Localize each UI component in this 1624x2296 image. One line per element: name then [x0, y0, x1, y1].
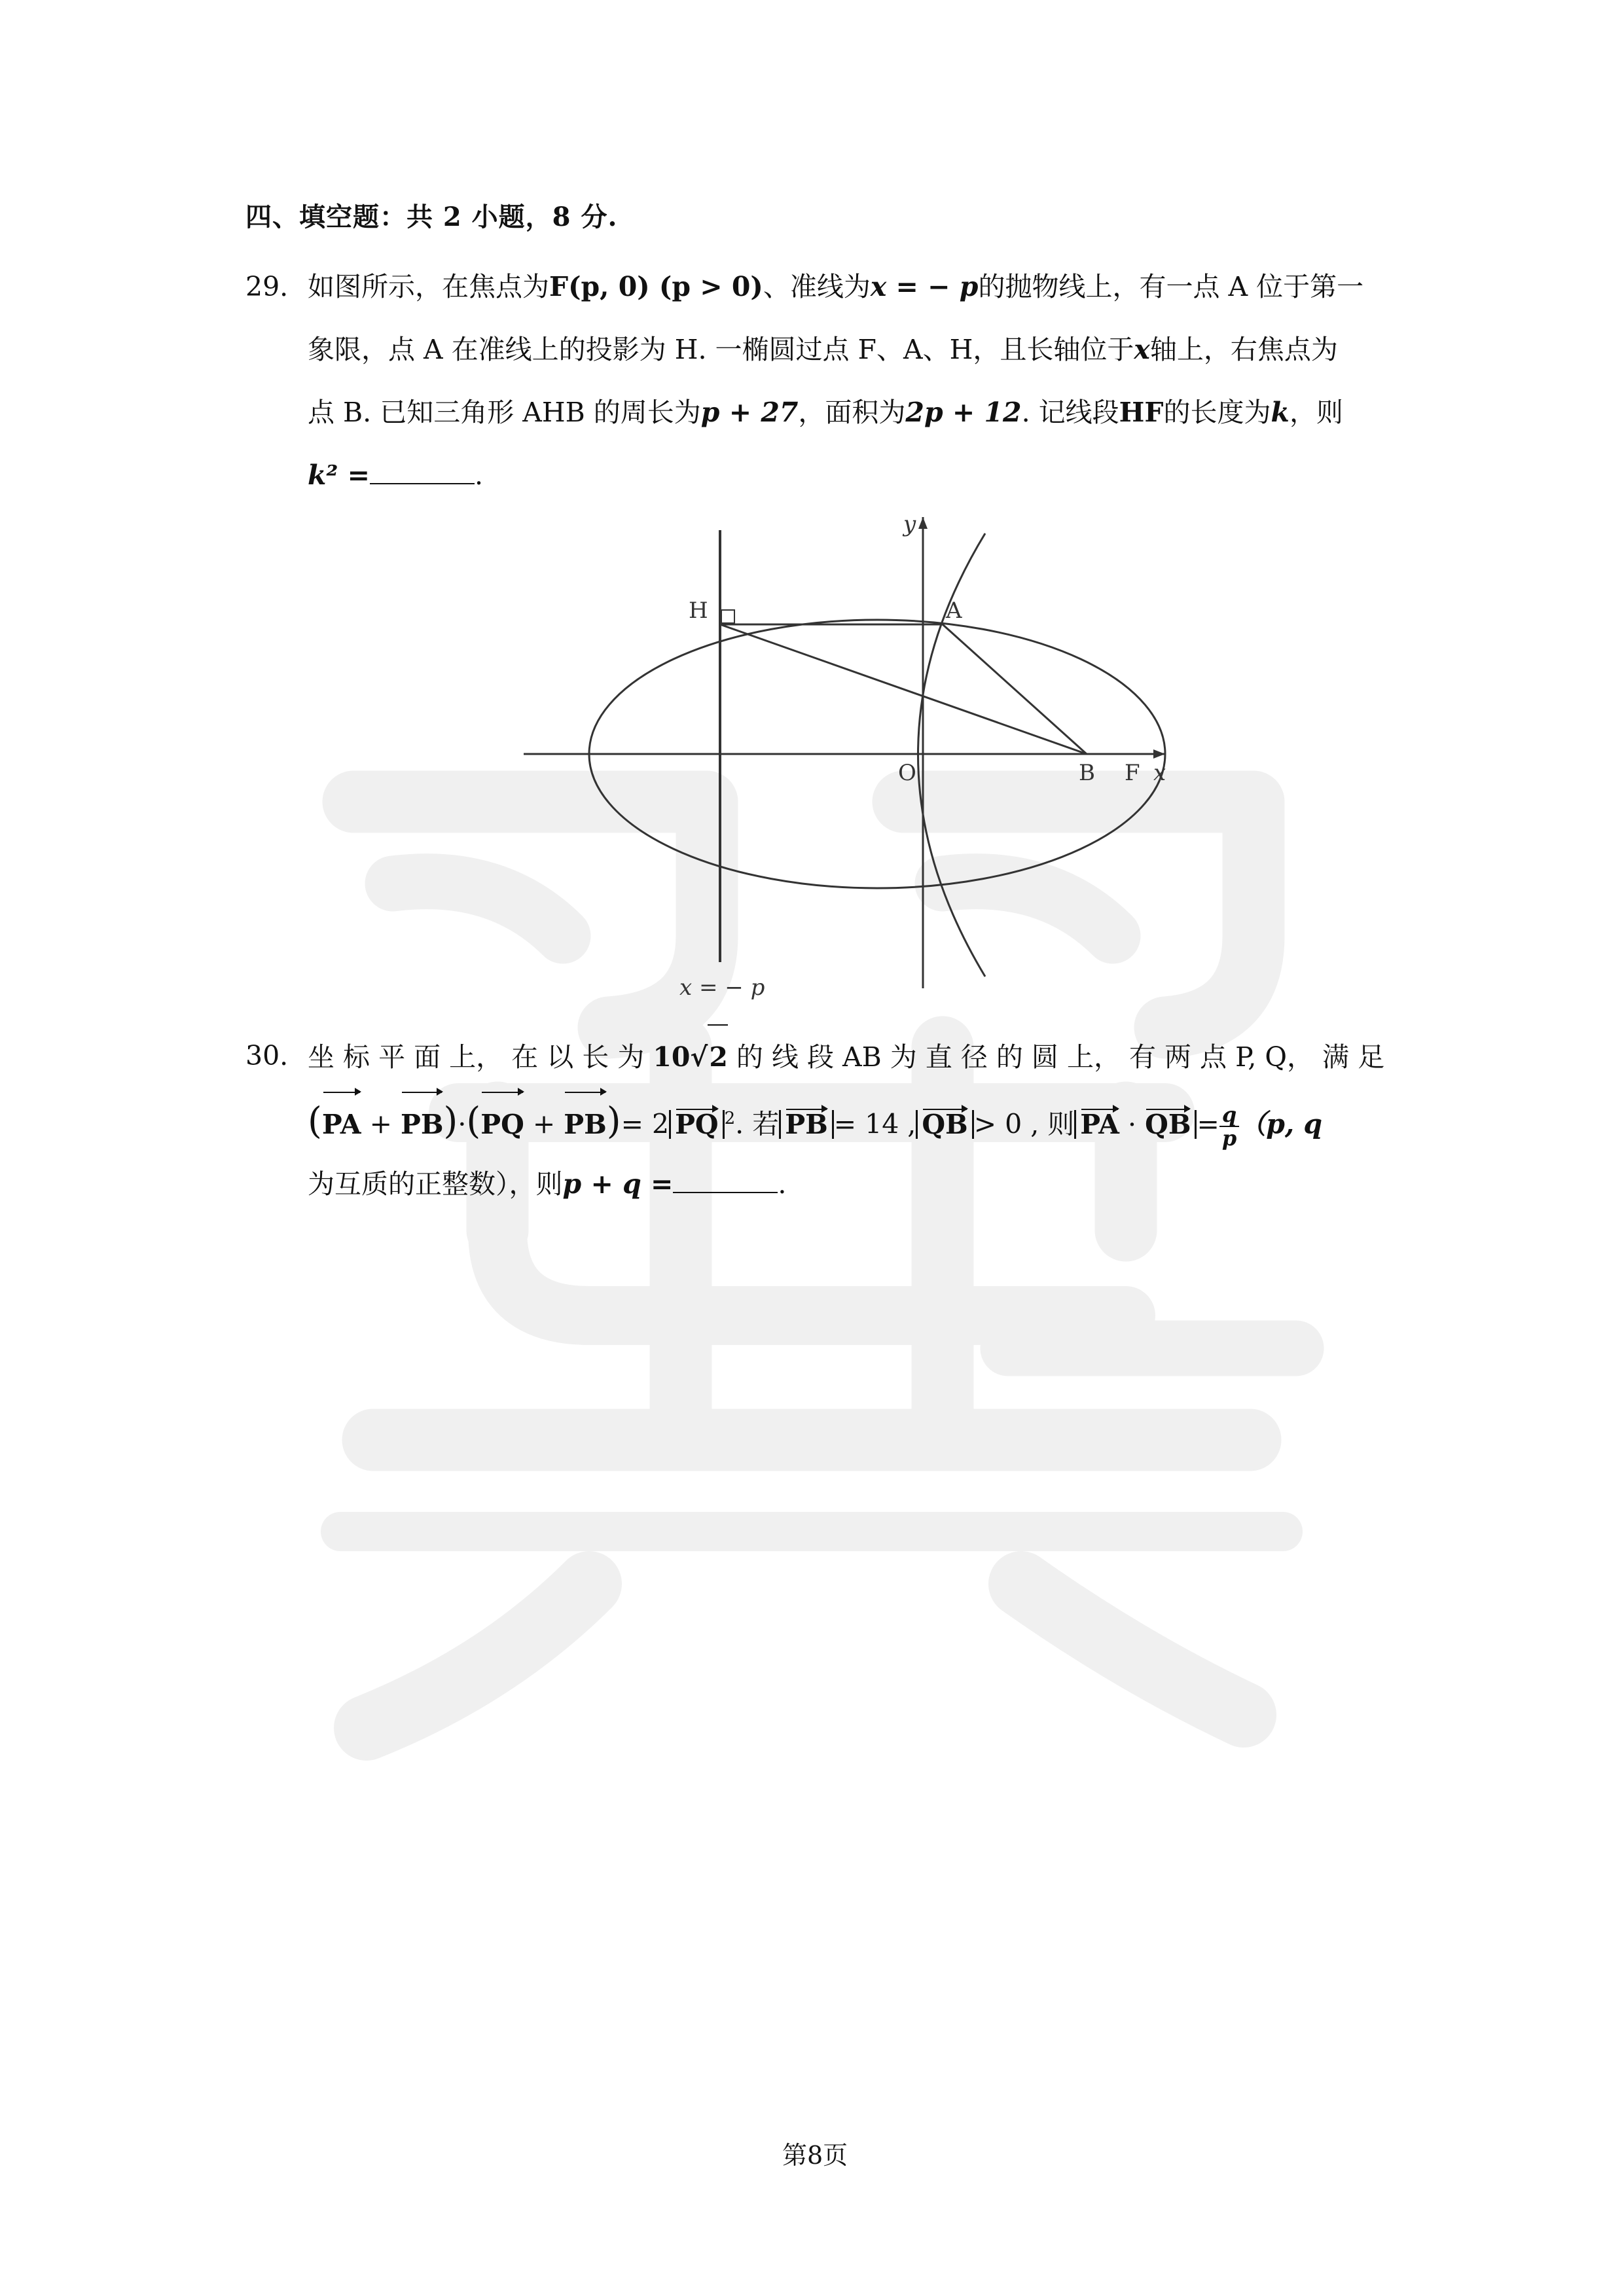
- question-line: k² = .: [308, 459, 484, 491]
- question-line: (PA + PB)·(PQ + PB)= 2 PQ $^2$. 若 PB = 14 , QB > 0 , 则 PA · QB = $\frac{q}{p}$ （p, q: [308, 1087, 1322, 1156]
- question-29: [245, 255, 1384, 517]
- x-axis-arrow: [1153, 749, 1165, 759]
- question-line: 如图所示，在焦点为F(p, 0) (p > 0)、准线为x = − p的抛物线上，有一点 A 位于第一: [308, 271, 1364, 302]
- label-O: O: [898, 760, 916, 786]
- question-30: [245, 1024, 1384, 1240]
- label-F: F: [1125, 760, 1140, 786]
- question-number: 29.: [245, 271, 289, 302]
- answer-blank[interactable]: [673, 1172, 778, 1193]
- label-H: H: [689, 598, 708, 624]
- label-B: B: [1079, 760, 1095, 786]
- question-line: 坐 标 平 面 上， 在 以 长 为 10√2 的 线 段 AB 为 直 径 的 圆 上， 有 两 点 P, Q， 满 足: [308, 1024, 1384, 1088]
- answer-blank[interactable]: [370, 463, 475, 484]
- question-line: 为互质的正整数），则p + q = .: [308, 1168, 787, 1200]
- segment-HB: [720, 624, 1087, 754]
- segment-AB: [943, 624, 1087, 754]
- question-number: 30.: [245, 1040, 289, 1071]
- ellipse-parabola-figure: [511, 511, 1204, 1021]
- question-line: 点 B. 已知三角形 AHB 的周长为p + 27，面积为2p + 12. 记线段HF的长度为k，则: [308, 397, 1343, 428]
- question-line: 象限，点 A 在准线上的投影为 H. 一椭圆过点 F、A、H，且长轴位于x轴上，右焦点为: [308, 334, 1338, 365]
- label-y: y: [903, 511, 916, 537]
- page-number: 第8页: [782, 2141, 848, 2170]
- label-directrix: x = − p: [679, 975, 765, 1001]
- label-A: A: [946, 598, 962, 624]
- y-axis-arrow: [918, 517, 928, 529]
- label-x: x: [1153, 760, 1166, 786]
- right-angle-marker: [721, 610, 734, 623]
- section-heading: 四、填空题：共 2 小题，8 分.: [245, 202, 618, 232]
- fraction-q-over-p: $\frac{q}{p}$: [1219, 1103, 1239, 1149]
